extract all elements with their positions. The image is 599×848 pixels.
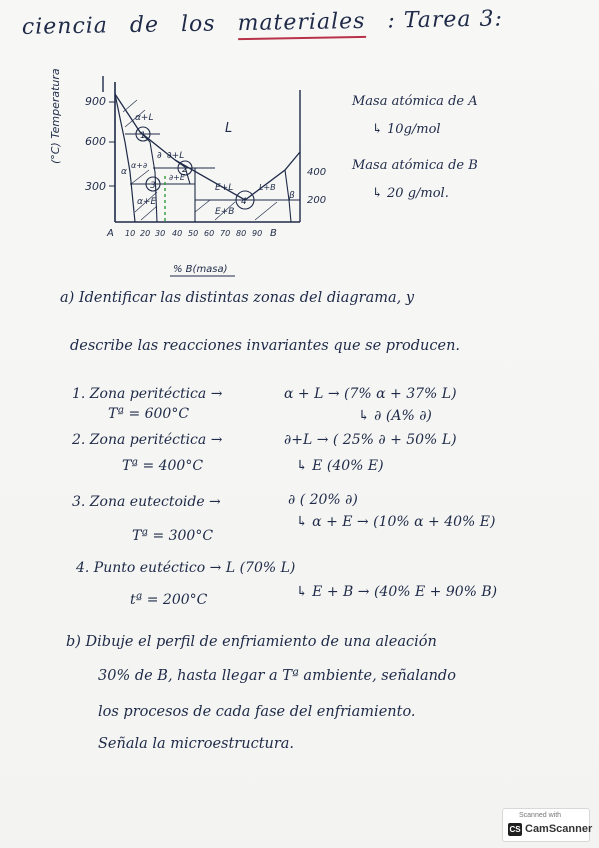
reaction-1-temp: Tª = 600°C [108, 406, 190, 422]
svg-text:A: A [107, 228, 114, 239]
alpha-solvus [115, 94, 135, 222]
question-a-line-2: describe las reacciones invariantes que se producen. [70, 338, 461, 354]
title-word-5: : Tarea 3: [387, 6, 504, 34]
svg-text:α+L: α+L [135, 113, 154, 123]
svg-text:2: 2 [182, 165, 188, 175]
reaction-3-result: ↳ α + E → (10% α + 40% E) [296, 514, 496, 530]
svg-text:60: 60 [204, 229, 215, 238]
region-L: L [225, 121, 233, 136]
y-axis-label: (°C) Temperatura [49, 68, 62, 164]
page-title [22, 5, 583, 55]
title-word-2: de [129, 12, 160, 39]
y-tick-900: 900 [85, 95, 106, 108]
phase-diagram-svg [45, 68, 330, 287]
reaction-4-name: 4. Punto eutéctico → L (70% L) [76, 560, 296, 576]
question-b-line-3: los procesos de cada fase del enfriamiento. [98, 704, 416, 720]
question-b-line-1: b) Dibuje el perfil de enfriamiento de una aleación [66, 634, 437, 650]
reaction-4-temp: tª = 200°C [130, 592, 208, 608]
reaction-2-equation: ∂+L → ( 25% ∂ + 50% L) [284, 432, 457, 448]
atomic-mass-a-label: Masa atómica de A [352, 94, 478, 109]
svg-text:40: 40 [172, 229, 183, 238]
svg-text:80: 80 [236, 229, 247, 238]
reaction-1-name: 1. Zona peritéctica → [72, 386, 223, 402]
svg-text:30: 30 [155, 229, 166, 238]
svg-text:B: B [270, 228, 277, 239]
title-word-4: materiales [237, 9, 365, 40]
svg-text:90: 90 [252, 229, 263, 238]
svg-text:∂+L: ∂+L [167, 151, 185, 161]
watermark-caption: Scanned with [519, 812, 562, 819]
reaction-1-result: ↳ ∂ (A% ∂) [358, 408, 432, 424]
y-tick-600: 600 [85, 135, 106, 148]
svg-text:α+∂: α+∂ [131, 161, 148, 170]
camscanner-watermark [502, 808, 593, 842]
reaction-3-equation: ∂ ( 20% ∂) [288, 492, 358, 508]
svg-text:70: 70 [220, 229, 231, 238]
atomic-mass-b-label: Masa atómica de B [352, 158, 478, 173]
svg-text:50: 50 [188, 229, 199, 238]
svg-text:α: α [121, 167, 127, 177]
right-tick-400: 400 [307, 167, 327, 178]
svg-text:∂: ∂ [157, 151, 162, 161]
reaction-2-name: 2. Zona peritéctica → [72, 432, 223, 448]
title-word-1: ciencia [21, 13, 109, 40]
phase-diagram [45, 68, 330, 287]
reaction-3-temp: Tª = 300°C [132, 528, 214, 544]
question-b-line-2: 30% de B, hasta llegar a Tª ambiente, señalando [98, 668, 456, 684]
reaction-3-name: 3. Zona eutectoide → [72, 494, 221, 510]
atomic-mass-b-value: ↳ 20 g/mol. [372, 186, 449, 201]
x-axis-label: % B(masa) [173, 264, 228, 275]
svg-text:L+B: L+B [259, 183, 276, 192]
svg-text:∂+E: ∂+E [169, 173, 185, 182]
svg-text:α+E: α+E [137, 197, 157, 207]
question-a-line-1: a) Identificar las distintas zonas del diagrama, y [60, 290, 415, 306]
svg-text:10: 10 [125, 229, 136, 238]
question-b-line-4: Señala la microestructura. [98, 736, 295, 752]
right-tick-200: 200 [307, 195, 327, 206]
svg-text:3: 3 [150, 181, 156, 191]
reaction-2-result: ↳ E (40% E) [296, 458, 384, 474]
camscanner-logo-icon: CS [509, 825, 521, 834]
reaction-1-equation: α + L → (7% α + 37% L) [284, 386, 457, 402]
reaction-2-temp: Tª = 400°C [122, 458, 204, 474]
watermark-brand: CamScanner [525, 823, 593, 835]
svg-text:β: β [289, 191, 295, 201]
title-word-3: los [180, 11, 216, 38]
svg-text:20: 20 [140, 229, 151, 238]
y-tick-300: 300 [85, 180, 106, 193]
svg-text:E+B: E+B [215, 207, 235, 217]
svg-text:1: 1 [140, 131, 146, 141]
svg-text:E+L: E+L [215, 183, 234, 193]
reaction-4-result: ↳ E + B → (40% E + 90% B) [296, 584, 498, 600]
atomic-mass-a-value: ↳ 10g/mol [372, 122, 441, 137]
svg-text:4: 4 [241, 197, 247, 207]
